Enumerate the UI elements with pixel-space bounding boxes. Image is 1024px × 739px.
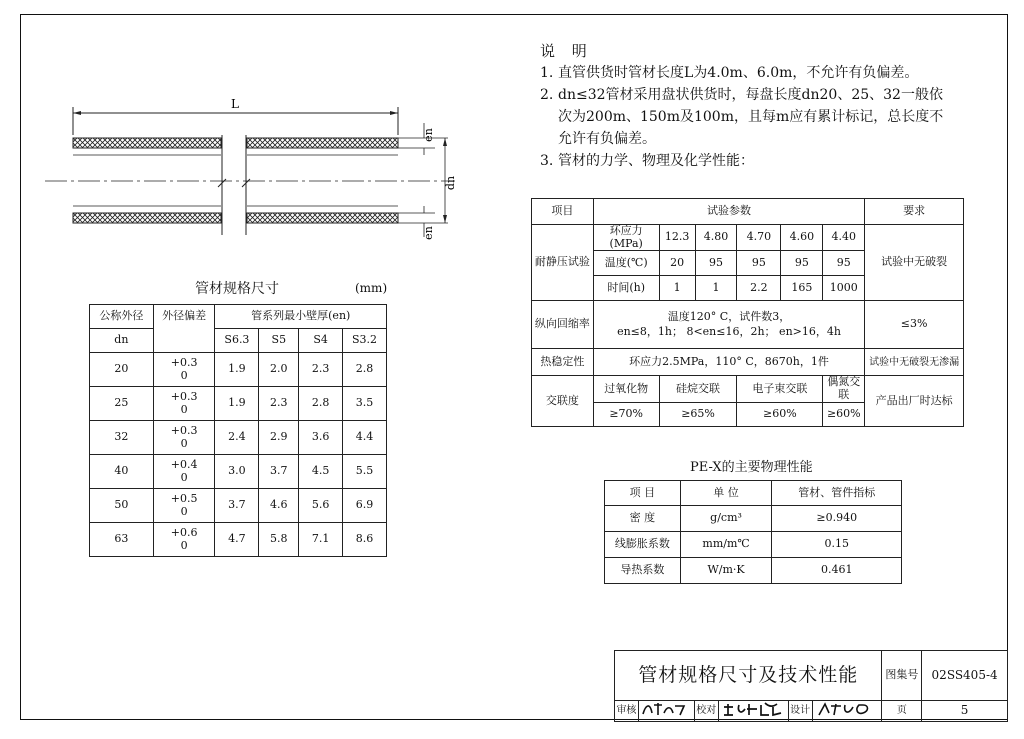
spec-deviation (153, 387, 215, 421)
spec-value: 2.3 (299, 353, 343, 387)
stress-label: 环应力(MPa) (593, 225, 659, 251)
phys-value: 0.461 (772, 558, 902, 584)
hydro-requirement: 试验中无破裂 (865, 225, 964, 301)
note-item (540, 84, 980, 150)
dev-lower: 0 (180, 402, 188, 416)
crosslink-value: ≥65% (659, 402, 737, 426)
phys-item: 线膨胀系数 (605, 532, 681, 558)
spec-deviation (153, 523, 215, 557)
shrink-params-line2: en≤8，1h； 8<en≤16，2h； en>16，4h (617, 325, 841, 339)
spec-deviation (153, 421, 215, 455)
crosslink-method: 电子束交联 (737, 376, 823, 402)
spec-value: 4.5 (299, 455, 343, 489)
dev-upper: +0.6 (170, 525, 198, 539)
physical-properties-table (604, 480, 902, 584)
crosslink-method: 过氧化物 (593, 376, 659, 402)
review-signature (638, 701, 694, 722)
stress-value: 12.3 (659, 225, 695, 251)
design-label: 设计 (788, 701, 812, 722)
spec-value: 3.6 (299, 421, 343, 455)
table-row (90, 353, 387, 387)
stress-value: 4.60 (781, 225, 823, 251)
spec-value: 1.9 (215, 353, 259, 387)
perf-header-req: 要求 (865, 199, 964, 225)
phys-unit: W/m·K (680, 558, 772, 584)
spec-value: 2.3 (259, 387, 299, 421)
phys-unit: mm/m℃ (680, 532, 772, 558)
dev-lower: 0 (180, 436, 188, 450)
shrink-requirement: ≤3% (865, 301, 964, 349)
notes-section (540, 40, 980, 172)
spec-table-title: 管材规格尺寸 (195, 281, 279, 297)
temp-value: 95 (737, 251, 781, 276)
hydro-test-name: 耐静压试验 (532, 225, 594, 301)
performance-table (531, 198, 964, 427)
spec-value: 5.8 (259, 523, 299, 557)
shrink-params-line1: 温度120° C，试件数3， (667, 309, 791, 323)
spec-deviation (153, 455, 215, 489)
length-label: L (231, 97, 239, 111)
temp-value: 95 (823, 251, 865, 276)
design-signature (812, 701, 882, 722)
notes-heading: 说 明 (540, 42, 593, 60)
temp-label: 温度(℃) (593, 251, 659, 276)
spec-header-dn: 公称外径 (90, 305, 154, 329)
table-row (90, 455, 387, 489)
spec-header-deviation: 外径偏差 (153, 305, 215, 353)
spec-dn: 63 (90, 523, 154, 557)
time-value: 2.2 (737, 276, 781, 301)
page-number: 5 (922, 701, 1008, 722)
atlas-label: 图集号 (882, 651, 922, 701)
time-value: 1 (695, 276, 737, 301)
crosslink-value: ≥60% (823, 402, 865, 426)
review-label: 审核 (615, 701, 639, 722)
dev-upper: +0.3 (170, 389, 198, 403)
table-row (90, 489, 387, 523)
check-signature (718, 701, 788, 722)
phys-table-title: PE-X的主要物理性能 (690, 460, 813, 475)
spec-value: 2.8 (299, 387, 343, 421)
spec-value: 8.6 (343, 523, 387, 557)
note-number: 2. (540, 87, 554, 103)
note-text: dn≤32管材采用盘状供货时，每盘长度dn20、25、32一般依次为200m、150m及100m，且每m应有累计标记，总长度不允许有负偏差。 (558, 87, 944, 147)
dev-lower: 0 (180, 470, 188, 484)
time-value: 1000 (823, 276, 865, 301)
spec-value: 6.9 (343, 489, 387, 523)
dev-lower: 0 (180, 504, 188, 518)
crosslink-requirement: 产品出厂时达标 (865, 376, 964, 426)
dev-upper: +0.5 (170, 491, 198, 505)
phys-item: 密 度 (605, 506, 681, 532)
spec-value: 4.7 (215, 523, 259, 557)
pipe-section-diagram (40, 95, 480, 255)
dev-upper: +0.3 (170, 423, 198, 437)
thermal-requirement: 试验中无破裂无渗漏 (865, 349, 964, 376)
dev-lower: 0 (180, 538, 188, 552)
crosslink-value: ≥70% (593, 402, 659, 426)
note-text: 直管供货时管材长度L为4.0m、6.0m，不允许有负偏差。 (558, 65, 919, 81)
phys-value: 0.15 (772, 532, 902, 558)
spec-dn: 20 (90, 353, 154, 387)
phys-header: 单 位 (680, 481, 772, 506)
page-label: 页 (882, 701, 922, 722)
note-item (540, 150, 980, 172)
spec-header-wall: 管系列最小壁厚(en) (215, 305, 387, 329)
spec-value: 7.1 (299, 523, 343, 557)
temp-value: 95 (781, 251, 823, 276)
check-label: 校对 (694, 701, 718, 722)
table-row (90, 387, 387, 421)
title-block (614, 650, 1008, 722)
crosslink-method: 硅烷交联 (659, 376, 737, 402)
spec-value: 5.5 (343, 455, 387, 489)
spec-series: S4 (299, 329, 343, 353)
table-row (90, 421, 387, 455)
spec-deviation (153, 353, 215, 387)
dev-lower: 0 (180, 368, 188, 382)
wall-label-bottom: en (422, 226, 435, 240)
spec-value: 2.4 (215, 421, 259, 455)
note-item (540, 62, 980, 84)
shrink-params (593, 301, 864, 349)
note-number: 3. (540, 153, 554, 169)
spec-series: S3.2 (343, 329, 387, 353)
spec-deviation (153, 489, 215, 523)
spec-value: 2.0 (259, 353, 299, 387)
time-value: 1 (659, 276, 695, 301)
perf-header-params: 试验参数 (593, 199, 864, 225)
spec-dn: 40 (90, 455, 154, 489)
note-number: 1. (540, 65, 554, 81)
perf-header-item: 项目 (532, 199, 594, 225)
spec-value: 5.6 (299, 489, 343, 523)
phys-header: 项 目 (605, 481, 681, 506)
spec-value: 3.7 (259, 455, 299, 489)
spec-value: 4.6 (259, 489, 299, 523)
atlas-number: 02SS405-4 (922, 651, 1008, 701)
spec-dn: 50 (90, 489, 154, 523)
crosslink-method: 偶氮交联 (823, 376, 865, 402)
phys-value: ≥0.940 (772, 506, 902, 532)
spec-dn: 32 (90, 421, 154, 455)
spec-dn: 25 (90, 387, 154, 421)
crosslink-value: ≥60% (737, 402, 823, 426)
note-text: 管材的力学、物理及化学性能： (558, 153, 754, 169)
spec-value: 2.9 (259, 421, 299, 455)
stress-value: 4.80 (695, 225, 737, 251)
spec-table (89, 304, 387, 557)
spec-value: 3.5 (343, 387, 387, 421)
drawing-title: 管材规格尺寸及技术性能 (615, 651, 882, 701)
time-label: 时间(h) (593, 276, 659, 301)
phys-item: 导热系数 (605, 558, 681, 584)
spec-value: 4.4 (343, 421, 387, 455)
dev-upper: +0.3 (170, 355, 198, 369)
table-row (605, 506, 902, 532)
spec-header-dn-symbol: dn (90, 329, 154, 353)
spec-table-unit: (mm) (355, 281, 388, 295)
thermal-test-name: 热稳定性 (532, 349, 594, 376)
spec-series: S6.3 (215, 329, 259, 353)
shrink-test-name: 纵向回缩率 (532, 301, 594, 349)
dev-upper: +0.4 (170, 457, 198, 471)
phys-header: 管材、管件指标 (772, 481, 902, 506)
spec-series: S5 (259, 329, 299, 353)
stress-value: 4.40 (823, 225, 865, 251)
table-row (605, 532, 902, 558)
spec-value: 2.8 (343, 353, 387, 387)
time-value: 165 (781, 276, 823, 301)
phys-unit: g/cm³ (680, 506, 772, 532)
temp-value: 20 (659, 251, 695, 276)
table-row (605, 558, 902, 584)
crosslink-name: 交联度 (532, 376, 594, 426)
thermal-params: 环应力2.5MPa，110° C，8670h，1件 (593, 349, 864, 376)
spec-value: 3.0 (215, 455, 259, 489)
spec-value: 3.7 (215, 489, 259, 523)
table-row (90, 523, 387, 557)
stress-value: 4.70 (737, 225, 781, 251)
temp-value: 95 (695, 251, 737, 276)
spec-value: 1.9 (215, 387, 259, 421)
wall-label-top: en (422, 128, 435, 142)
diameter-label: dn (444, 175, 457, 191)
